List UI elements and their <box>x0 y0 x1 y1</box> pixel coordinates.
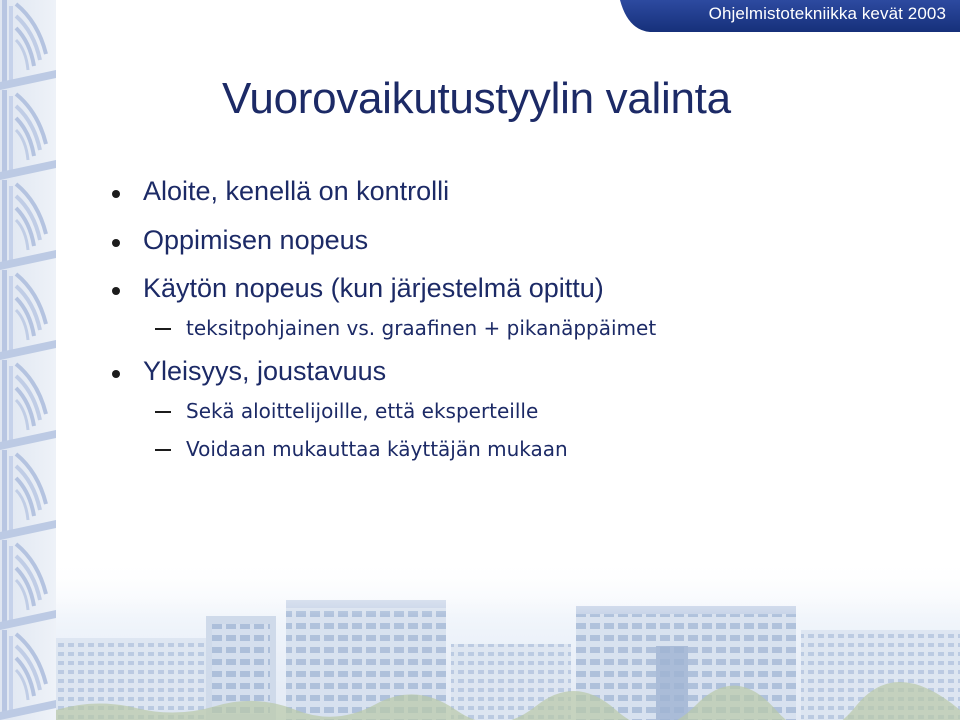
bullet-dot <box>112 190 120 198</box>
bullet-dot <box>112 239 120 247</box>
building-illustration <box>56 560 960 720</box>
sub-bullet-dash <box>155 328 171 330</box>
sub-bullet-text: Sekä aloittelijoille, että eksperteille <box>186 399 539 423</box>
campus-building-image <box>56 560 960 720</box>
bullet-dot <box>112 370 120 378</box>
course-label: Ohjelmistotekniikka kevät 2003 <box>708 4 946 23</box>
bullet-text: Käytön nopeus (kun järjestelmä opittu) <box>143 273 604 303</box>
bullet-dot <box>112 287 120 295</box>
sub-bullet-text: teksitpohjainen vs. graafinen + pikanäppäimet <box>186 316 657 340</box>
bullet-text: Yleisyys, joustavuus <box>143 356 387 386</box>
sub-bullet-text: Voidaan mukauttaa käyttäjän mukaan <box>186 437 568 461</box>
slide-title: Vuorovaikutustyylin valinta <box>222 74 731 123</box>
sub-bullet-dash <box>155 411 171 413</box>
bullet-text: Aloite, kenellä on kontrolli <box>143 176 450 206</box>
bullet-text: Oppimisen nopeus <box>143 225 369 255</box>
sub-bullet-dash <box>155 449 171 451</box>
